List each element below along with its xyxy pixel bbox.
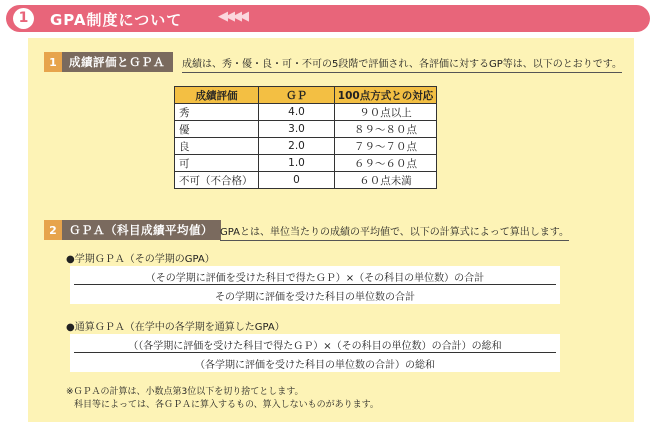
table-row [175,172,437,189]
gp-cell: 2.0 [259,138,335,155]
table-header: ＧＰ [259,87,335,104]
note-line: 科目等によっては、各ＧＰＡに算入するもの、算入しないものがあります。 [74,400,379,410]
fraction-line [74,284,556,285]
section2-heading [44,220,221,240]
section1-description: 成績は、秀・優・良・可・不可の5段階で評価され、各評価に対するGP等は、以下のとおりです。 [182,55,622,73]
term-denominator: その学期に評価を受けた科目の単位数の合計 [215,292,415,303]
cumulative-numerator: （（各学期に評価を受けた科目で得たＧＰ）×（その科目の単位数）の合計）の総和 [128,341,502,352]
table-row [175,138,437,155]
score-cell: ７９～７０点 [335,138,437,155]
section2-title: ＧＰＡ（科目成績平均値） [62,220,221,240]
banner-number: 1 [13,8,34,29]
table-header: 100点方式との対応 [335,87,437,104]
fraction-line [74,352,556,353]
cumulative-gpa-formula [70,334,560,372]
table-row [175,155,437,172]
page-title: GPA制度について [50,11,183,29]
grade-cell: 可 [175,155,259,172]
gp-cell: 4.0 [259,104,335,121]
section1-number: 1 [44,52,62,72]
section1-heading [44,52,173,72]
section1-title: 成績評価とＧＰＡ [62,52,173,72]
section-banner [6,5,650,32]
grade-cell: 良 [175,138,259,155]
term-numerator: （その学期に評価を受けた科目で得たＧＰ）×（その科目の単位数）の合計 [145,273,485,284]
section2-description: GPAとは、単位当たりの成績の平均値で、以下の計算式によって算出します。 [220,223,569,241]
term-gpa-formula [70,266,560,304]
score-cell: ８９～８０点 [335,121,437,138]
content-panel [28,38,634,422]
gp-cell: 1.0 [259,155,335,172]
grade-table [174,86,437,189]
section2-number: 2 [44,220,62,240]
gp-cell: 3.0 [259,121,335,138]
score-cell: ６０点未満 [335,172,437,189]
table-header-row [175,87,437,104]
table-header: 成績評価 [175,87,259,104]
grade-cell: 優 [175,121,259,138]
note-line: ※ＧＰＡの計算は、小数点第3位以下を切り捨てとします。 [66,387,304,397]
cumulative-denominator: （各学期に評価を受けた科目の単位数の合計）の総和 [195,360,435,371]
score-cell: ９０点以上 [335,104,437,121]
grade-cell: 秀 [175,104,259,121]
term-gpa-label: ●学期ＧＰＡ（その学期のGPA） [66,254,215,265]
table-row [175,104,437,121]
gp-cell: 0 [259,172,335,189]
cumulative-gpa-label: ●通算ＧＰＡ（在学中の各学期を通算したGPA） [66,322,285,333]
grade-cell: 不可（不合格） [175,172,259,189]
score-cell: ６９～６０点 [335,155,437,172]
table-row [175,121,437,138]
arrows-icon: ◀◀◀◀ [218,9,246,24]
